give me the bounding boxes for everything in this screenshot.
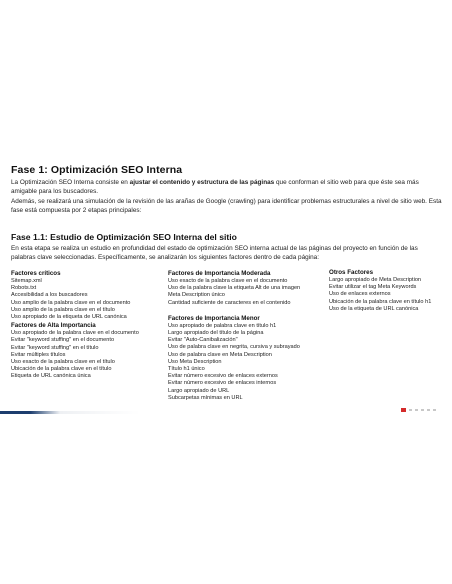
moderate-factors-heading: Factores de Importancia Moderada	[168, 270, 271, 277]
phase11-intro: En esta etapa se realiza un estudio en profundidad del estado de optimización SEO interna actual de las páginas del proyecto en función de las palabras clave seleccionadas. Específicamente, se analizarán los siguientes factores dentro de cada página:	[11, 245, 418, 262]
high-factors-heading: Factores de Alta Importancia	[11, 322, 96, 330]
list-item: Meta Description único	[168, 292, 225, 299]
list-item: Evitar número excesivo de enlaces internos	[168, 380, 277, 387]
list-item: Uso Meta Description	[168, 358, 222, 365]
list-item: Uso apropiado de palabra clave en título h1	[168, 322, 277, 329]
list-item: Uso de palabra clave en Meta Description	[168, 351, 272, 358]
list-item: Sitemap.xml	[11, 278, 42, 284]
list-item: Evitar utilizar el tag Meta Keywords	[329, 284, 417, 291]
phase1-intro	[11, 178, 443, 216]
other-factors-heading: Otros Factores	[329, 269, 374, 276]
footer-accent-bar	[0, 411, 452, 414]
phase1-intro-line2: Además, se realizará una simulación de la revisión de las arañas de Google (crawling) para identificar problemas estructurales a nivel de sitio web. Esta fase está compuesta por 2 etapas principales:	[11, 197, 442, 215]
other-factors-list	[329, 277, 447, 313]
list-item: Etiqueta de URL canónica única	[11, 373, 91, 380]
list-item: Largo apropiado de Meta Description	[329, 277, 422, 283]
list-item: Uso de enlaces externos	[329, 291, 391, 298]
list-item: Ubicación de la palabra clave en el título	[11, 366, 112, 373]
minor-factors-heading: Factores de Importancia Menor	[168, 314, 260, 322]
list-item: Evitar múltiples títulos	[11, 351, 66, 358]
list-item: Uso exacto de la palabra clave en el título	[11, 359, 115, 366]
list-item: Uso de la palabra clave la etiqueta Alt de una imagen	[168, 285, 301, 292]
list-item: Uso de la etiqueta de URL canónica	[329, 305, 419, 312]
list-item: Robots.txt	[11, 285, 37, 292]
critical-factors-list	[11, 278, 161, 321]
list-item: Accesibilidad a los buscadores	[11, 292, 88, 299]
high-factors-list	[11, 330, 161, 380]
factors-column-middle	[168, 270, 318, 402]
phase1-intro-post: que conforman el sitio web para que éste sea más amigable para los buscadores.	[11, 179, 419, 196]
phase1-intro-pre: La Optimización SEO Interna consiste en	[11, 179, 130, 186]
critical-factors-heading: Factores críticos	[11, 270, 61, 277]
phase1-title: Fase 1: Optimización SEO Interna	[11, 164, 183, 176]
factors-column-left	[11, 270, 161, 381]
list-item: Uso amplio de la palabra clave en el documento	[11, 299, 131, 306]
footer-logo-mark	[401, 408, 406, 412]
list-item: Subcarpetas mínimas en URL	[168, 394, 243, 401]
list-item: Evitar "Auto-Canibalización"	[168, 337, 238, 344]
list-item: Uso de palabra clave en negrita, cursiva y subrayado	[168, 344, 300, 351]
list-item: Ubicación de la palabra clave en título h1	[329, 298, 432, 305]
list-item: Uso apropiado de la etiqueta de URL canónica	[11, 314, 127, 321]
list-item: Evitar "keyword stuffing" en el título	[11, 344, 99, 351]
list-item: Largo apropiado de URL	[168, 387, 230, 394]
factors-column-right	[329, 269, 447, 313]
list-item: Uso exacto de la palabra clave en el documento	[168, 278, 288, 284]
moderate-factors-list	[168, 278, 318, 307]
list-item: Uso apropiado de la palabra clave en el documento	[11, 330, 139, 337]
list-item: Largo apropiado del título de la página	[168, 330, 264, 337]
list-item: Evitar "keyword stuffing" en el documento	[11, 337, 115, 344]
phase1-intro-bold: ajustar el contenido y estructura de las páginas	[129, 179, 275, 186]
list-item: Título h1 único	[168, 366, 205, 373]
list-item: Uso amplio de la palabra clave en el título	[11, 306, 115, 313]
list-item: Cantidad suficiente de caracteres en el contenido	[168, 299, 291, 306]
phase11-title: Fase 1.1: Estudio de Optimización SEO Interna del sitio	[11, 232, 237, 242]
minor-factors-list	[168, 323, 318, 402]
footer-decoration	[409, 409, 439, 411]
list-item: Evitar número excesivo de enlaces externos	[168, 373, 278, 380]
